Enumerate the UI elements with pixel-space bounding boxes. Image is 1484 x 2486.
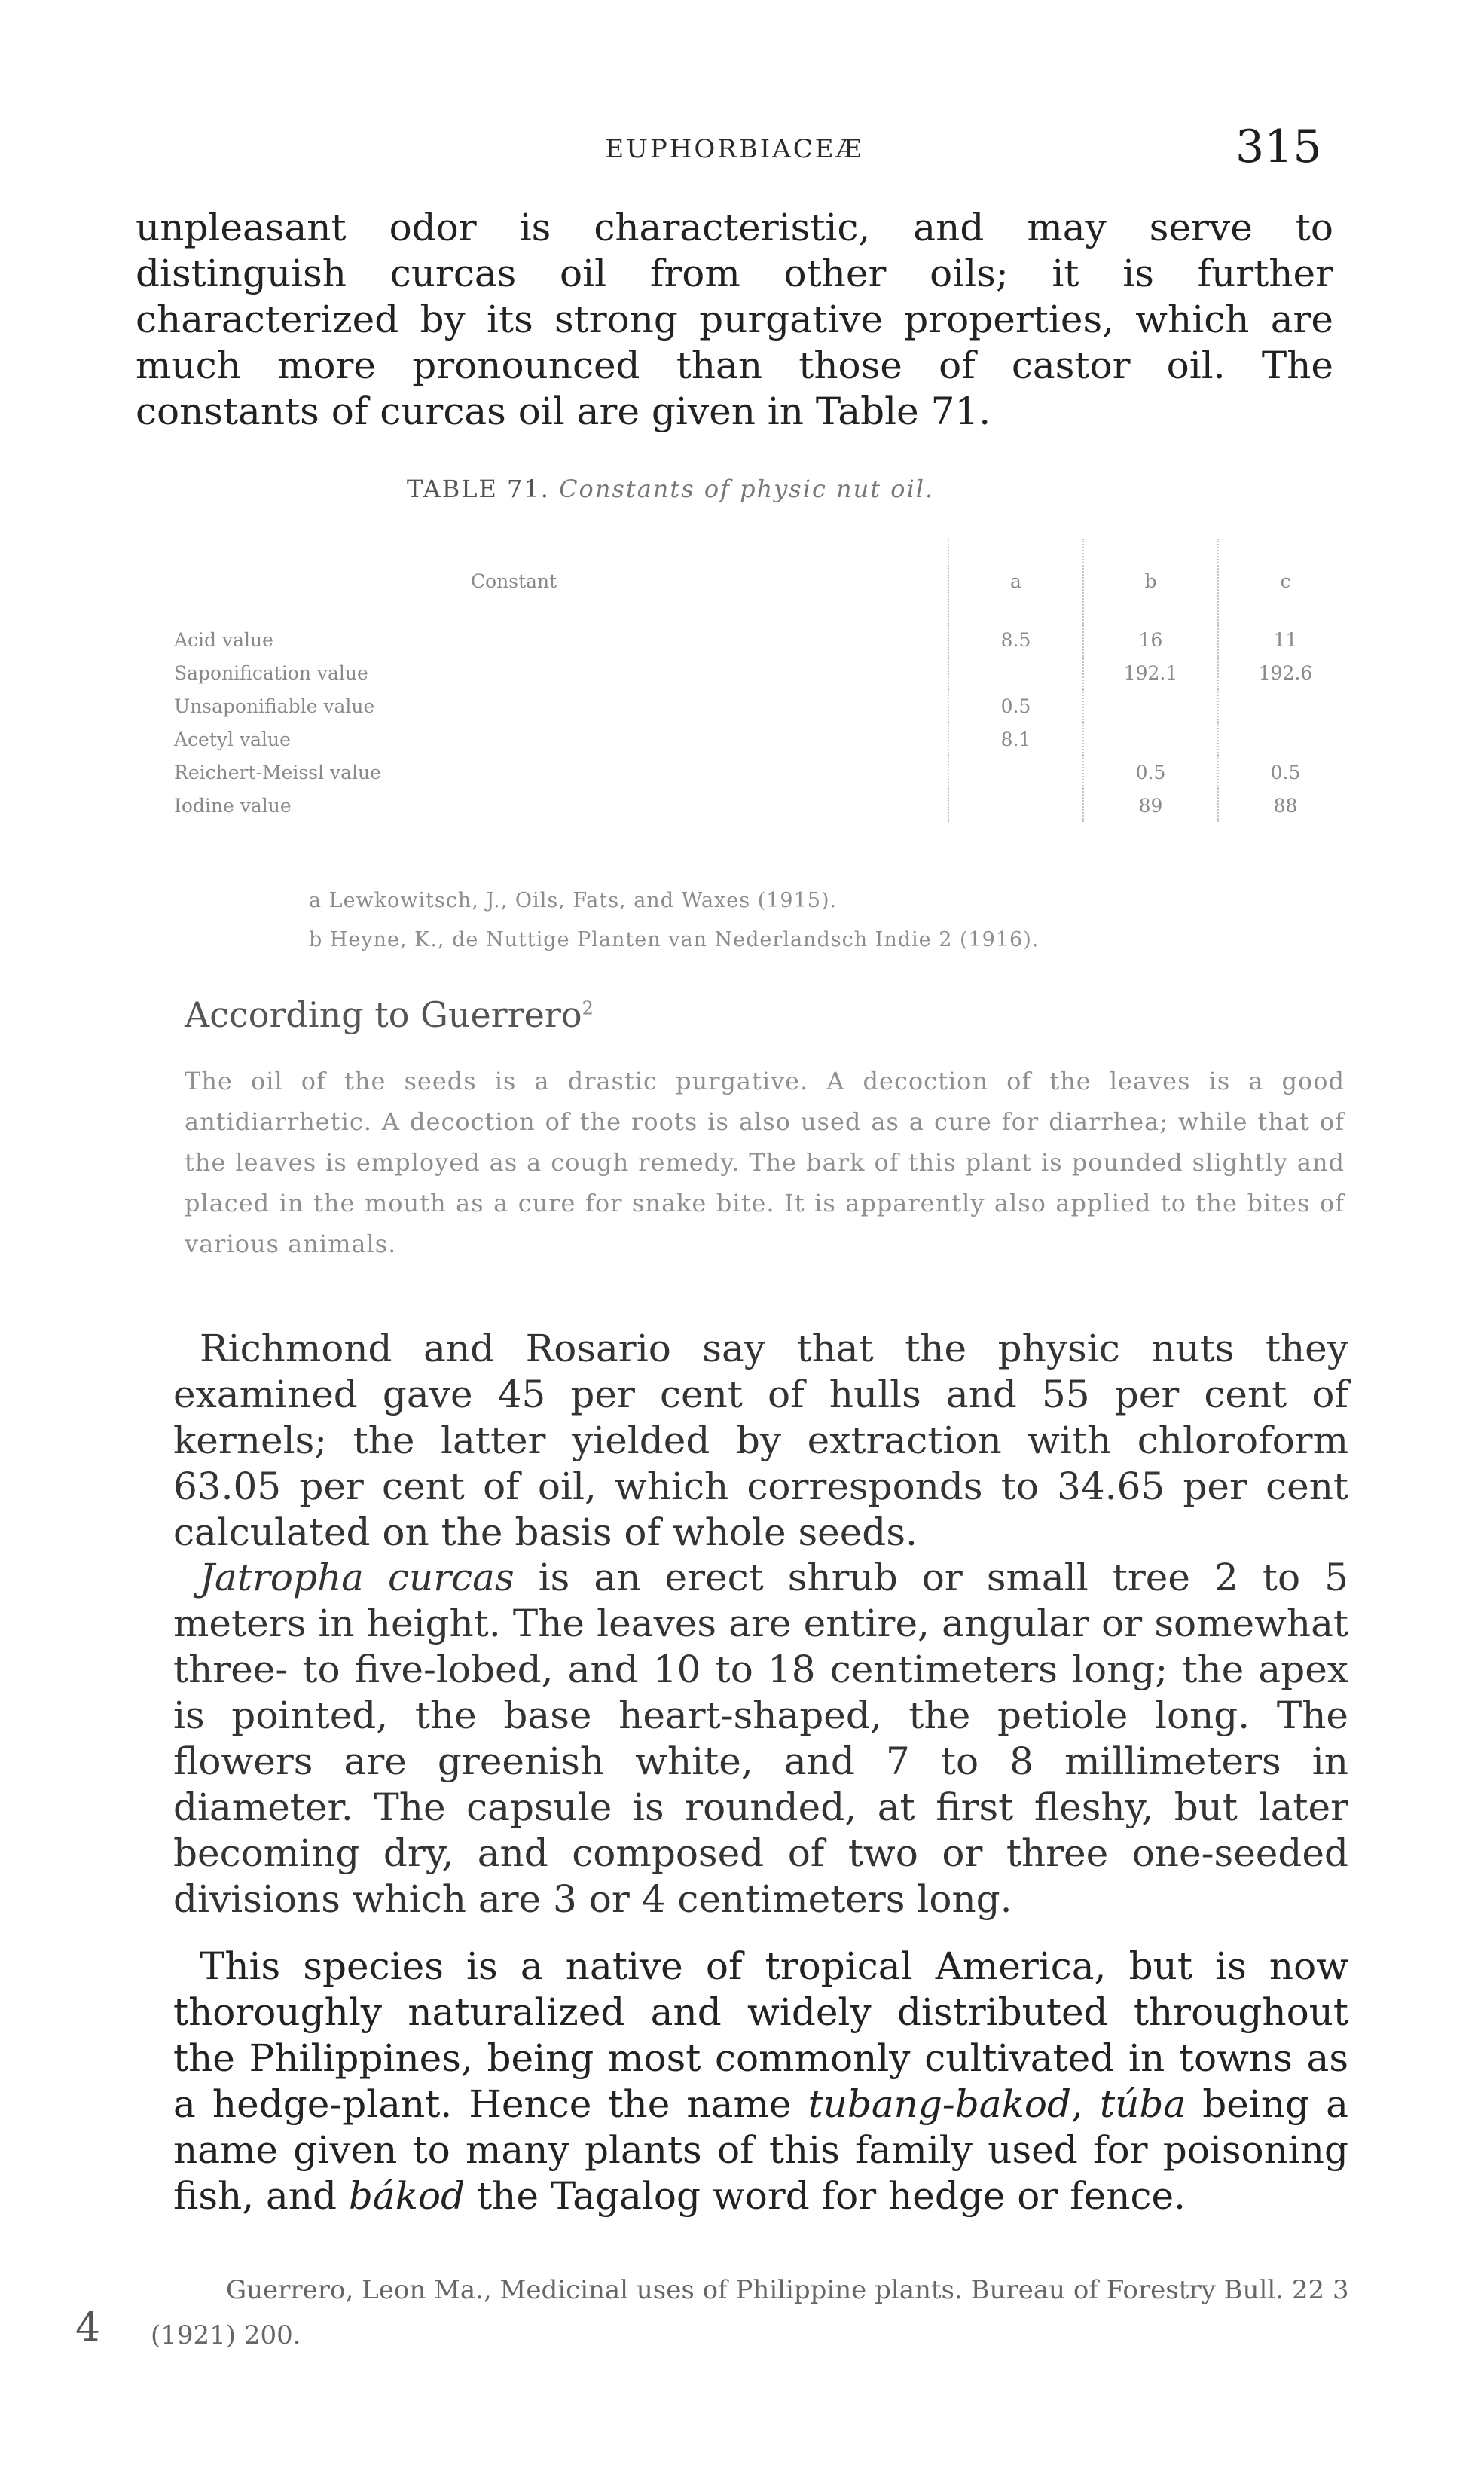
table-footnote-b: b Heyne, K., de Nuttige Planten van Nederlandsch Indie 2 (1916). [309, 928, 1040, 951]
row-value-a [948, 756, 1083, 789]
header-constant: Constant [471, 570, 557, 592]
local-name-tuba: túba [1100, 2082, 1186, 2126]
paragraph-3 [173, 1555, 1348, 1923]
paragraph-4-part-1: This species is a native of tropical America, but is now thoroughly naturalized and widely distributed throughout the Philippines, being most commonly cultivated in towns as a hedge-plant. Hence the name [173, 1944, 1348, 2126]
table-row [173, 623, 1352, 656]
paragraph-2: Richmond and Rosario say that the physic nuts they examined gave 45 per cent of hulls and 55 per cent of kernels; the latter yielded by extraction with chloroform 63.05 per cent of oil, which corresponds to 34.65 per cent calculated on the basis of whole seeds. [173, 1327, 1348, 1554]
table-row [173, 789, 1352, 822]
guerrero-quote: The oil of the seeds is a drastic purgative. A decoction of the leaves is a good antidiarrhetic. A decoction of the roots is also used as a cure for diarrhea; while that of the leaves is employed as a cough remedy. The bark of this plant is pounded slightly and placed in the mouth as a cure for snake bite. It is apparently also applied to the bites of various animals. [185, 1067, 1345, 1258]
row-value-a: 8.5 [948, 623, 1083, 656]
row-value-a: 8.1 [948, 722, 1083, 756]
row-value-b: 0.5 [1083, 756, 1218, 789]
row-name: Saponification value [174, 661, 368, 684]
row-name: Iodine value [174, 794, 292, 817]
section-heading-ref: 2 [582, 997, 594, 1019]
local-name-bakod: bákod [348, 2174, 466, 2218]
paragraph-4-part-3: being a name given to many plants of this family used for poisoning fish, and [173, 2082, 1348, 2218]
page-number: 315 [1235, 121, 1322, 173]
margin-mark: 4 [75, 2305, 101, 2350]
row-value-b: 89 [1083, 789, 1218, 822]
row-name: Acetyl value [174, 728, 291, 750]
species-name: Jatropha curcas [200, 1556, 515, 1599]
row-value-b: 192.1 [1083, 656, 1218, 689]
row-value-c [1218, 722, 1352, 756]
row-value-c: 11 [1218, 623, 1352, 656]
row-value-c: 0.5 [1218, 756, 1352, 789]
table-row [173, 656, 1352, 689]
row-value-c: 192.6 [1218, 656, 1352, 689]
header-ref-c: c [1218, 539, 1352, 623]
row-value-c [1218, 689, 1352, 722]
constants-table [173, 539, 1352, 822]
table-caption-title: Constants of physic nut oil. [559, 475, 935, 503]
row-value-a: 0.5 [948, 689, 1083, 722]
local-name-tubang-bakod: tubang-bakod [808, 2082, 1072, 2126]
row-value-a [948, 656, 1083, 689]
row-value-c: 88 [1218, 789, 1352, 822]
row-name: Unsaponifiable value [174, 695, 375, 717]
paragraph-4-part-2: , [1071, 2082, 1101, 2126]
paragraph-4-part-4: the Tagalog word for hedge or fence. [465, 2174, 1186, 2218]
paragraph-3-text: is an erect shrub or small tree 2 to 5 meters in height. The leaves are entire, angular or somewhat three- to five-lobed, and 10 to 18 centimeters long; the apex is pointed, the base heart-shaped, the petiole long. The flowers are greenish white, and 7 to 8 millimeters in diameter. The capsule is rounded, at first fleshy, but later becoming dry, and composed of two or three one-seeded divisions which are 3 or 4 centimeters long. [173, 1556, 1348, 1921]
table-row [173, 756, 1352, 789]
header-ref-b: b [1083, 539, 1218, 623]
row-value-b [1083, 722, 1218, 756]
paragraph-1: unpleasant odor is characteristic, and may serve to distinguish curcas oil from other oils; it is further characterized by its strong purgative properties, which are much more pronounced than those of castor oil. The constants of curcas oil are given in Table 71. [136, 206, 1333, 433]
table-row [173, 689, 1352, 722]
section-heading [185, 994, 594, 1035]
running-head: EUPHORBIACEÆ [605, 134, 864, 164]
row-value-b [1083, 689, 1218, 722]
table-caption [407, 475, 934, 503]
table-row [173, 722, 1352, 756]
section-heading-text: According to Guerrero [185, 994, 582, 1035]
row-value-a [948, 789, 1083, 822]
footer-footnote: Guerrero, Leon Ma., Medicinal uses of Philippine plants. Bureau of Forestry Bull. 22 3 (1921) 200. [151, 2275, 1349, 2350]
row-name: Reichert-Meissl value [174, 761, 381, 783]
header-ref-a: a [948, 539, 1083, 623]
table-header-row [173, 539, 1352, 623]
row-name: Acid value [174, 628, 273, 651]
table-footnote-a: a Lewkowitsch, J., Oils, Fats, and Waxes (1915). [309, 889, 838, 912]
paragraph-4 [173, 1944, 1348, 2219]
table-caption-label: TABLE 71. [407, 475, 550, 503]
row-value-b: 16 [1083, 623, 1218, 656]
